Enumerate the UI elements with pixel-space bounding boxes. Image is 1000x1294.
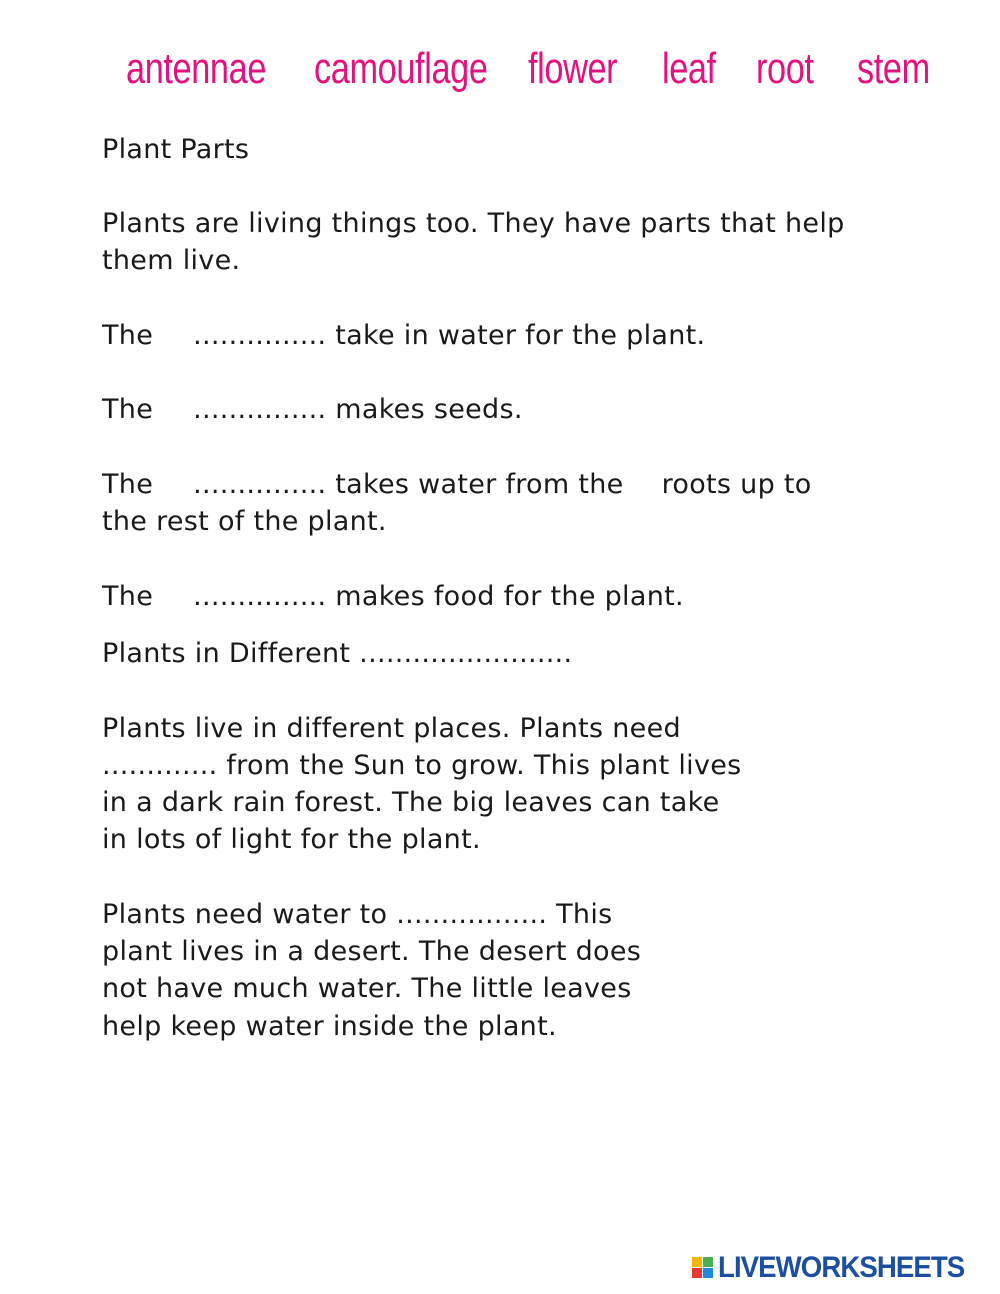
question-lead: The [102,320,154,351]
section-title-with-blank[interactable]: Plants in Different ........................ [102,638,573,669]
answer-blank[interactable]: ............... [193,320,327,351]
word-bank [0,44,1000,104]
paragraph-line-with-blank[interactable]: Plants need water to ................. This [102,899,613,930]
answer-blank[interactable]: ............... [193,394,327,425]
paragraph-line: Plants are living things too. They have parts that help [102,208,845,239]
answer-blank[interactable]: ............... [193,469,327,500]
question-line [102,467,812,503]
liveworksheets-logo[interactable] [692,1253,986,1283]
paragraph-line: Plants live in different places. Plants need [102,713,681,744]
question-line [102,392,523,428]
logo-blocks-icon [692,1257,714,1279]
question-text: takes water from the [335,469,624,500]
word-bank-item[interactable]: stem [857,44,930,93]
paragraph-line: help keep water inside the plant. [102,1011,557,1042]
word-bank-item[interactable]: root [756,44,814,93]
question-text: roots up to [661,469,812,500]
paragraph-line: plant lives in a desert. The desert does [102,936,642,967]
question-lead: The [102,469,154,500]
question-line [102,318,705,354]
paragraph-line: them live. [102,245,241,276]
word-bank-item[interactable]: camouflage [314,44,488,93]
answer-blank[interactable]: ............... [193,581,327,612]
question-lead: The [102,581,154,612]
question-text: take in water for the plant. [335,320,706,351]
section-title: Plant Parts [102,134,250,165]
question-line-continued: the rest of the plant. [102,506,387,537]
logo-text: LIVEWORKSHEETS [718,1251,965,1284]
word-bank-item[interactable]: leaf [662,44,716,93]
paragraph-line: not have much water. The little leaves [102,973,632,1004]
question-text: makes food for the plant. [335,581,684,612]
paragraph-line-with-blank[interactable]: ............. from the Sun to grow. This plant lives [102,750,742,781]
word-bank-item[interactable]: flower [528,44,618,93]
word-bank-item[interactable]: antennae [126,44,267,93]
paragraph-line: in lots of light for the plant. [102,824,481,855]
question-lead: The [102,394,154,425]
paragraph-line: in a dark rain forest. The big leaves can take [102,787,720,818]
question-text: makes seeds. [335,394,523,425]
question-line [102,579,684,615]
